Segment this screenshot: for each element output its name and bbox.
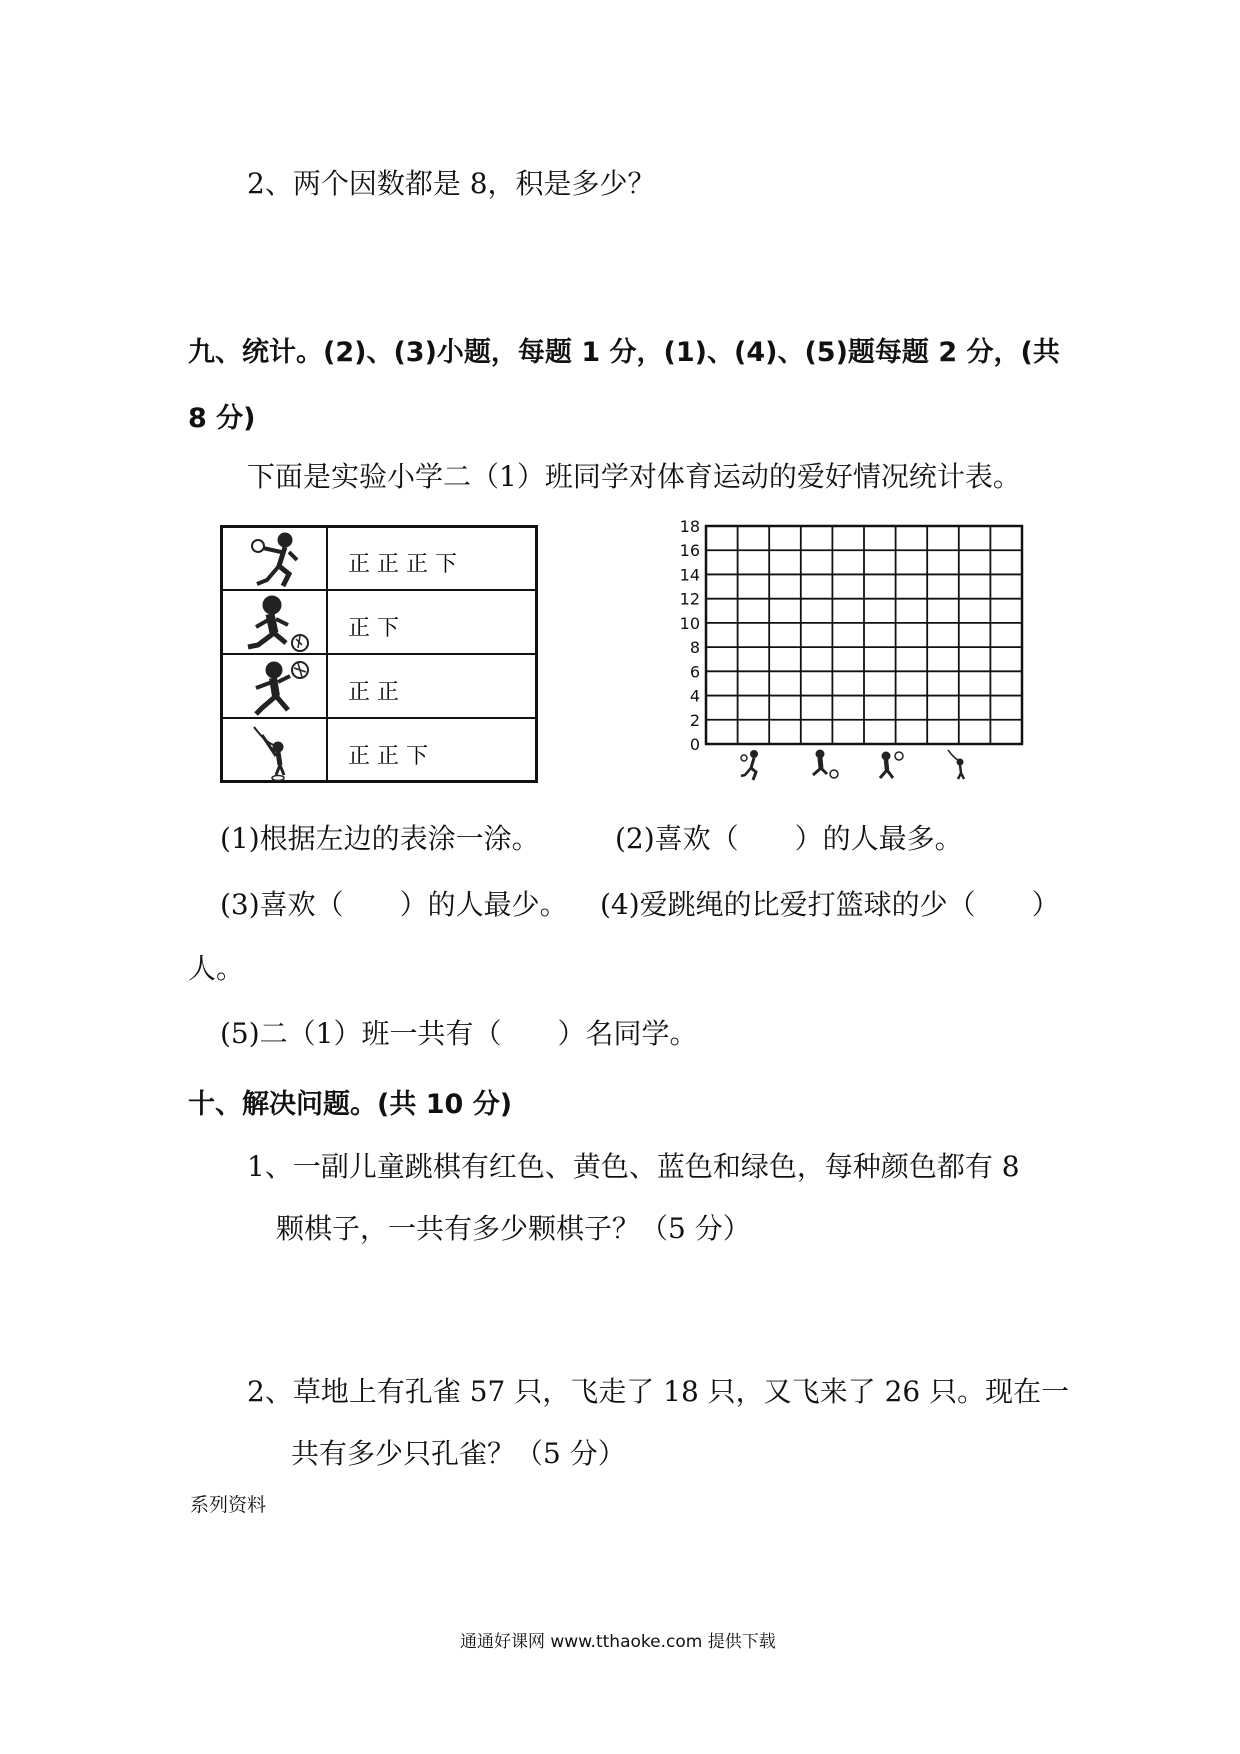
soccer-player-icon xyxy=(248,596,308,651)
x-icon-soccer-player xyxy=(813,750,838,778)
question-9-1: (1)根据左边的表涂一涂。 xyxy=(220,822,540,855)
y-tick-label: 18 xyxy=(679,520,700,536)
x-icon-volleyball-player xyxy=(880,752,903,778)
problem-1-line2: 颗棋子，一共有多少颗棋子？（5 分） xyxy=(276,1212,751,1245)
question-9-4-line2: 人。 xyxy=(188,952,245,985)
tally-table xyxy=(220,525,540,785)
tally-row-1: 正 正 正 下 xyxy=(348,552,457,577)
section-9-heading-line1: 九、统计。(2)、(3)小题，每题 1 分，(1)、(4)、(5)题每题 2 分，(共 xyxy=(188,337,1060,368)
problem-2-line1: 2、草地上有孔雀 57 只，飞走了 18 只，又飞来了 26 只。现在一 xyxy=(247,1375,1070,1408)
y-tick-label: 6 xyxy=(689,662,700,682)
y-tick-label: 12 xyxy=(679,589,700,609)
y-tick-label: 14 xyxy=(679,565,700,585)
footer-text: 通通好课网 www.tthaoke.com 提供下载 xyxy=(460,1632,776,1652)
series-note: 系列资料 xyxy=(190,1494,267,1516)
basketball-player-icon xyxy=(252,533,297,586)
question-9-4-line1: (4)爱跳绳的比爱打篮球的少（ ） xyxy=(600,888,1060,921)
jump-rope-icon xyxy=(254,727,284,781)
problem-1-line1: 1、一副儿童跳棋有红色、黄色、蓝色和绿色，每种颜色都有 8 xyxy=(247,1150,1020,1183)
tally-row-3: 正 正 xyxy=(348,680,399,705)
x-icon-basketball-player xyxy=(741,751,758,781)
y-tick-label: 2 xyxy=(689,710,700,730)
tally-row-4: 正 正 下 xyxy=(348,744,428,769)
x-icon-jump-rope xyxy=(948,750,964,779)
y-tick-label: 16 xyxy=(679,541,700,561)
y-tick-label: 4 xyxy=(689,686,700,706)
y-tick-label: 10 xyxy=(679,613,700,633)
y-tick-label: 0 xyxy=(689,735,700,754)
section-9-heading-line2: 8 分) xyxy=(188,403,256,434)
section-9-intro: 下面是实验小学二（1）班同学对体育运动的爱好情况统计表。 xyxy=(247,460,1021,493)
y-tick-label: 8 xyxy=(689,638,700,658)
volleyball-player-icon xyxy=(256,662,308,714)
problem-2-line2: 共有多少只孔雀？（5 分） xyxy=(291,1437,626,1470)
question-9-3: (3)喜欢（ ）的人最少。 xyxy=(220,888,568,921)
question-9-5: (5)二（1）班一共有（ ）名同学。 xyxy=(220,1017,698,1050)
question-9-2: (2)喜欢（ ）的人最多。 xyxy=(615,822,963,855)
section-10-heading: 十、解决问题。(共 10 分) xyxy=(188,1089,513,1120)
bar-chart-grid xyxy=(660,520,1040,790)
question-8-2: 2、两个因数都是 8，积是多少？ xyxy=(247,167,656,200)
tally-row-2: 正 下 xyxy=(348,616,399,641)
